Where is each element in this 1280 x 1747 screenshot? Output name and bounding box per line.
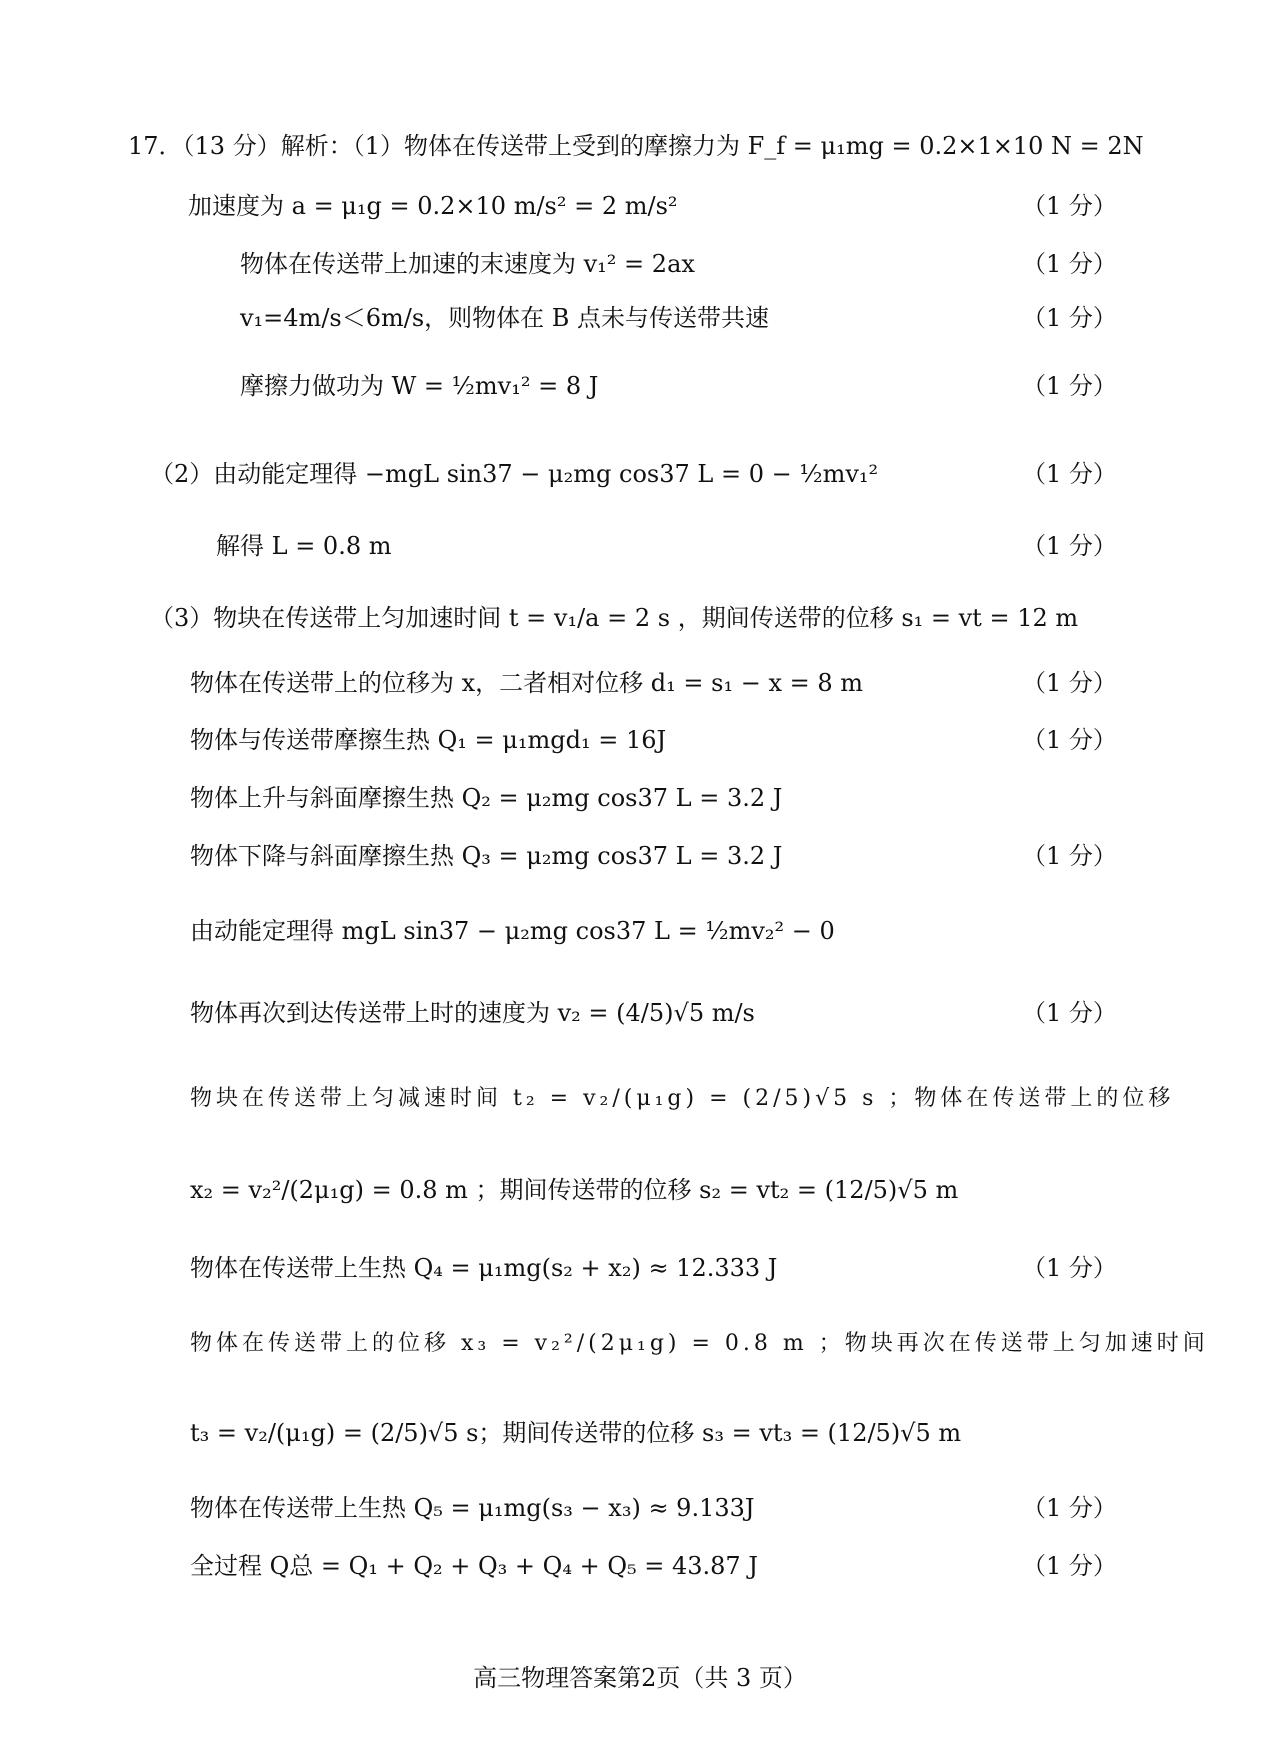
line-points: （1 分） bbox=[1022, 726, 1117, 754]
answer-line-final-velocity bbox=[0, 236, 1280, 292]
answer-line-heat-q3 bbox=[0, 828, 1280, 884]
line-points: （1 分） bbox=[1022, 1254, 1117, 1282]
line-points: （1 分） bbox=[1022, 250, 1117, 278]
line-text: x₂ = v₂²/(2μ₁g) = 0.8 m ；期间传送带的位移 s₂ = vt₂ = (12/5)√5 m bbox=[190, 1176, 959, 1204]
line-points: （1 分） bbox=[1022, 842, 1117, 870]
answer-line-displacement-x3 bbox=[0, 1316, 1280, 1372]
line-points: （1 分） bbox=[1022, 304, 1117, 332]
page-footer: 高三物理答案第2页（共 3 页） bbox=[473, 1664, 807, 1692]
line-text: 解得 L = 0.8 m bbox=[216, 532, 392, 560]
line-points: （1 分） bbox=[1022, 1494, 1117, 1522]
answer-line-displacement-x2 bbox=[0, 1162, 1280, 1218]
answer-line-energy-descent bbox=[0, 903, 1280, 959]
answer-line-velocity-v2 bbox=[0, 985, 1280, 1041]
answer-line-heat-q1 bbox=[0, 712, 1280, 768]
answer-line-solve-l bbox=[0, 518, 1280, 574]
answer-line-acceleration bbox=[0, 178, 1280, 234]
line-text: 由动能定理得 mgL sin37 − μ₂mg cos37 L = ½mv₂² − 0 bbox=[190, 917, 835, 945]
line-points: （1 分） bbox=[1022, 999, 1117, 1027]
line-points: （1 分） bbox=[1022, 192, 1117, 220]
line-text: 物体在传送带上的位移 x₃ = v₂²/(2μ₁g) = 0.8 m ；物块再次在传送带上匀加速时间 bbox=[190, 1331, 1209, 1356]
line-text: 物体在传送带上的位移为 x，二者相对位移 d₁ = s₁ − x = 8 m bbox=[190, 669, 864, 697]
line-text: （2）由动能定理得 −mgL sin37 − μ₂mg cos37 L = 0 − ½mv₁² bbox=[150, 460, 879, 488]
line-text: 加速度为 a = μ₁g = 0.2×10 m/s² = 2 m/s² bbox=[188, 192, 678, 220]
answer-line-acceleration-time-t3 bbox=[0, 1405, 1280, 1461]
line-text: v₁=4m/s＜6m/s，则物体在 B 点未与传送带共速 bbox=[240, 304, 770, 332]
line-points: （1 分） bbox=[1022, 460, 1117, 488]
line-text: 全过程 Q总 = Q₁ + Q₂ + Q₃ + Q₄ + Q₅ = 43.87 J bbox=[190, 1552, 758, 1580]
line-text: 物体在传送带上加速的末速度为 v₁² = 2ax bbox=[240, 250, 695, 278]
answer-line-deceleration-time bbox=[0, 1071, 1280, 1127]
line-text: 17．（13 分）解析：（1）物体在传送带上受到的摩擦力为 F_f = μ₁mg = 0.2×1×10 N = 2N bbox=[128, 132, 1144, 160]
line-text: 物体上升与斜面摩擦生热 Q₂ = μ₂mg cos37 L = 3.2 J bbox=[190, 784, 783, 812]
line-text: （3）物块在传送带上匀加速时间 t = v₁/a = 2 s ，期间传送带的位移 s₁ = vt = 12 m bbox=[150, 604, 1079, 632]
line-text: 物体下降与斜面摩擦生热 Q₃ = μ₂mg cos37 L = 3.2 J bbox=[190, 842, 783, 870]
line-text: 物体在传送带上生热 Q₄ = μ₁mg(s₂ + x₂) ≈ 12.333 J bbox=[190, 1254, 778, 1282]
line-text: 物体在传送带上生热 Q₅ = μ₁mg(s₃ − x₃) ≈ 9.133J bbox=[190, 1494, 755, 1522]
line-points: （1 分） bbox=[1022, 532, 1117, 560]
line-text: 物体再次到达传送带上时的速度为 v₂ = (4/5)√5 m/s bbox=[190, 999, 755, 1027]
answer-line-17-header bbox=[0, 118, 1280, 174]
answer-line-total-heat bbox=[0, 1538, 1280, 1594]
answer-line-velocity-compare bbox=[0, 290, 1280, 346]
line-text: t₃ = v₂/(μ₁g) = (2/5)√5 s；期间传送带的位移 s₃ = vt₃ = (12/5)√5 m bbox=[190, 1419, 962, 1447]
line-text: 摩擦力做功为 W = ½mv₁² = 8 J bbox=[240, 372, 599, 400]
answer-line-friction-work bbox=[0, 358, 1280, 414]
answer-line-part-2-energy bbox=[0, 446, 1280, 502]
answer-line-heat-q4 bbox=[0, 1240, 1280, 1296]
line-text: 物体与传送带摩擦生热 Q₁ = μ₁mgd₁ = 16J bbox=[190, 726, 667, 754]
answer-line-part-3-time bbox=[0, 590, 1280, 646]
line-points: （1 分） bbox=[1022, 669, 1117, 697]
answer-line-heat-q5 bbox=[0, 1480, 1280, 1536]
answer-line-heat-q2 bbox=[0, 770, 1280, 826]
line-text: 物块在传送带上匀减速时间 t₂ = v₂/(μ₁g) = (2/5)√5 s ；物体在传送带上的位移 bbox=[190, 1086, 1175, 1111]
line-points: （1 分） bbox=[1022, 372, 1117, 400]
answer-line-relative-displacement bbox=[0, 655, 1280, 711]
line-points: （1 分） bbox=[1022, 1552, 1117, 1580]
